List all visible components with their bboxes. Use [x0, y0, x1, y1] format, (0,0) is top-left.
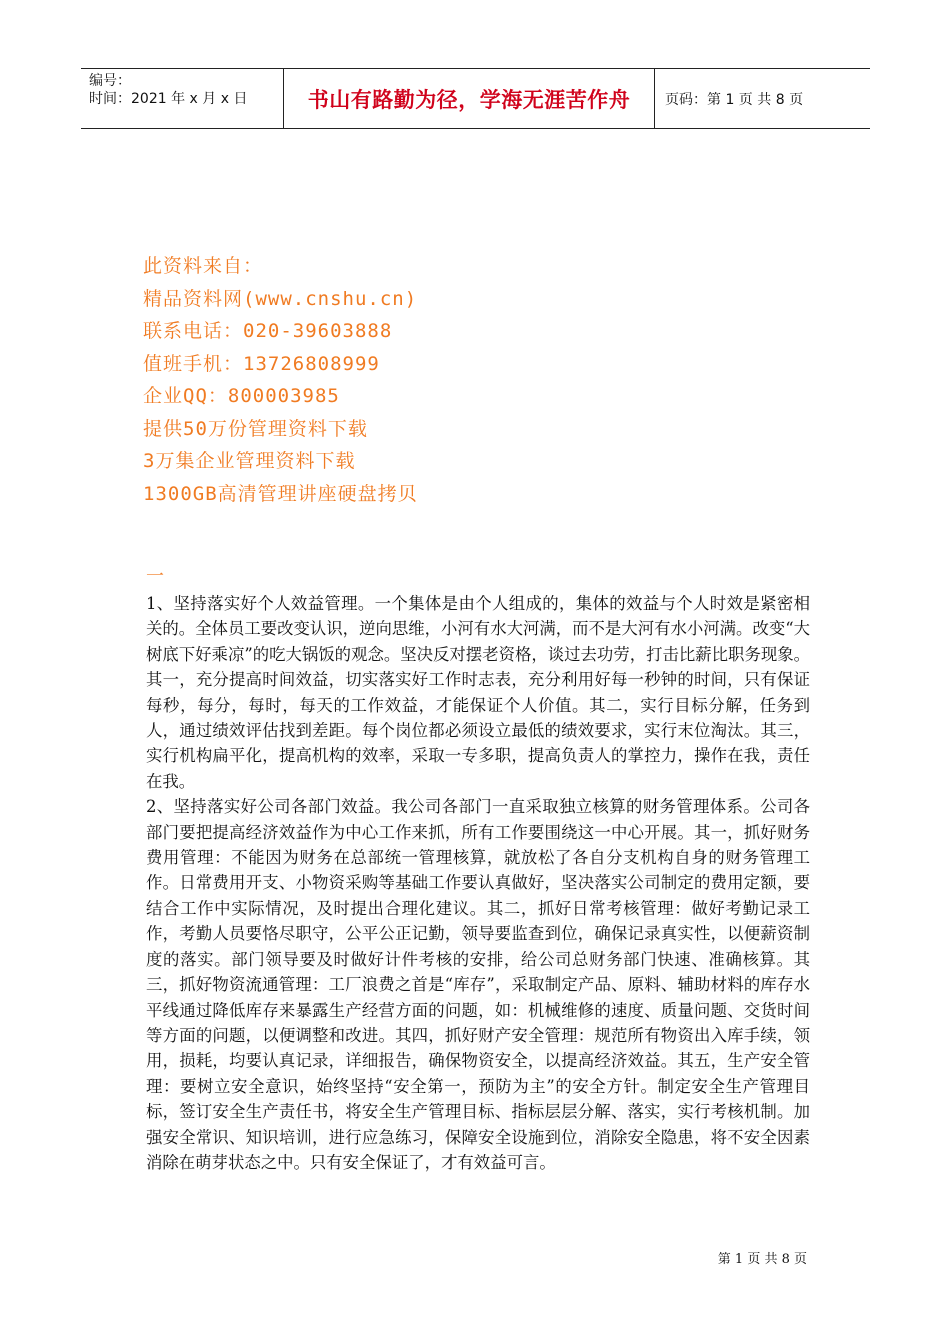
document-number-label: 编号：: [89, 73, 131, 89]
info-offer-line: 3万集企业管理资料下载: [143, 450, 356, 472]
info-phone-line: 联系电话：020-39603888: [143, 320, 393, 342]
paragraph: 2、坚持落实好公司各部门效益。我公司各部门一直采取独立核算的财务管理体系。公司各部门要把提高经济效益作为中心工作来抓，所有工作要围绕这一中心开展。其一，抓好财务费用管理：不能因为财务在总部统一管理核算，就放松了各自分支机构自身的财务管理工作。日常费用开支、小物资采购等基础工作要认真做好，坚决落实公司制定的费用定额，要结合工作中实际情况，及时提出合理化建议。其二，抓好日常考核管理：做好考勤记录工作，考勤人员要恪尽职守，公平公正记勤，领导要监查到位，确保记录真实性，以便薪资制度的落实。部门领导要及时做好计件考核的安排，给公司总财务部门快速、准确核算。其三，抓好物资流通管理：工厂浪费之首是“库存”，采取制定产品、原料、辅助材料的库存水平线通过降低库存来暴露生产经营方面的问题，如：机械维修的速度、质量问题、交货时间等方面的问题，以便调整和改进。其四，抓好财产安全管理：规范所有物资出入库手续，领用，损耗，均要认真记录，详细报告，确保物资安全，以提高经济效益。其五，生产安全管理：要树立安全意识，始终坚持“安全第一，预防为主”的安全方针。制定安全生产管理目标，签订安全生产责任书，将安全生产管理目标、指标层层分解、落实，实行考核机制。加强安全常识、知识培训，进行应急练习，保障安全设施到位，消除安全隐患，将不安全因素消除在萌芽状态之中。只有安全保证了，才有效益可言。: [146, 797, 810, 1172]
info-mobile-line: 值班手机：13726808999: [143, 352, 380, 375]
document-date: 时间：2021 年 x 月 x 日: [89, 91, 248, 107]
paragraph: 1、坚持落实好个人效益管理。一个集体是由个人组成的，集体的效益与个人时效是紧密相关的。全体员工要改变认识，逆向思维，小河有水大河满，而不是大河有水小河满。改变“大树底下好乘凉”的吃大锅饭的观念。坚决反对摆老资格，谈过去功劳，打击比薪比职务现象。其一，充分提高时间效益，切实落实好工作时志表，充分利用好每一秒钟的时间，只有保证每秒，每分，每时，每天的工作效益，才能保证个人价值。其二，实行目标分解，任务到人，通过绩效评估找到差距。每个岗位都必须设立最低的绩效要求，实行末位淘汰。其三，实行机构扁平化，提高机构的效率，采取一专多职，提高负责人的掌控力，操作在我，责任在我。: [146, 594, 811, 791]
info-qq-line: 企业QQ：800003985: [143, 385, 340, 407]
source-info-block: [143, 250, 763, 510]
header-motto: 书山有路勤为径，学海无涯苦作舟: [284, 69, 655, 128]
header-meta: [81, 69, 284, 128]
section-marker: 一: [146, 566, 164, 587]
info-source-line: 此资料来自：: [143, 255, 264, 277]
page-header: [81, 68, 870, 129]
info-offer-line: 1300GB高清管理讲座硬盘拷贝: [143, 482, 418, 505]
info-offer-line: 提供50万份管理资料下载: [143, 417, 368, 440]
footer-page-number: 第 1 页 共 8 页: [717, 1252, 807, 1267]
header-page-number: 页码：第 1 页 共 8 页: [665, 91, 804, 108]
document-body: [146, 591, 810, 1175]
info-website-line: 精品资料网(www.cnshu.cn): [143, 287, 418, 310]
